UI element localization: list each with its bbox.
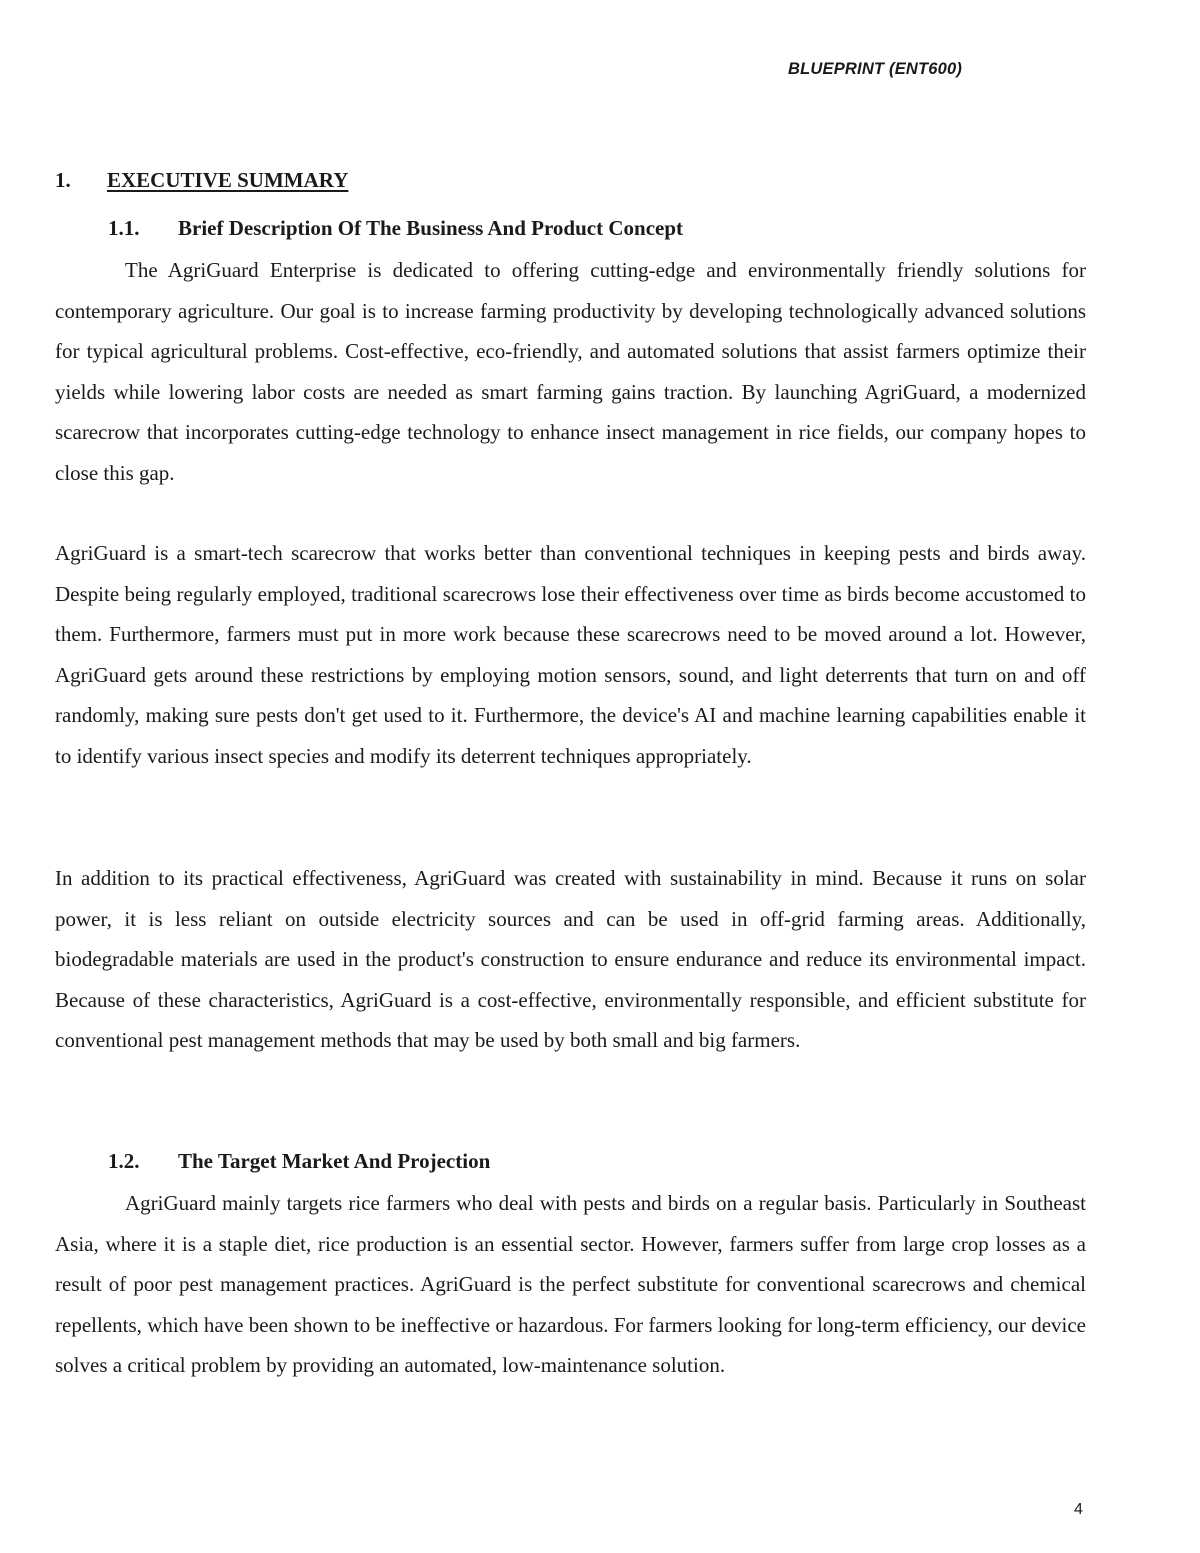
paragraph-product-description: AgriGuard is a smart-tech scarecrow that works better than conventional techniques in keeping pests and birds away. Despite being regularly employed, traditional scarecrows lose their effectiveness over time as birds become accustomed to them. Furthermore, farmers must put in more work because these scarecrows need to be moved around a lot. However, AgriGuard gets around these restrictions by employing motion sensors, sound, and light deterrents that turn on and off randomly, making sure pests don't get used to it. Furthermore, the device's AI and machine learning capabilities enable it to identify various insect species and modify its deterrent techniques appropriately. bbox=[55, 541, 1086, 768]
subsection-heading-target-market bbox=[108, 1149, 490, 1174]
subsection-number: 1.2. bbox=[108, 1149, 140, 1173]
paragraph-business-intro: The AgriGuard Enterprise is dedicated to offering cutting-edge and environmentally friendly solutions for contemporary agriculture. Our goal is to increase farming productivity by developing technologically advanced solutions for typical agricultural problems. Cost-effective, eco-friendly, and automated solutions that assist farmers optimize their yields while lowering labor costs are needed as smart farming gains traction. By launching AgriGuard, a modernized scarecrow that incorporates cutting-edge technology to enhance insect management in rice fields, our company hopes to close this gap. bbox=[55, 258, 1086, 485]
subsection-number: 1.1. bbox=[108, 216, 140, 240]
section-heading-executive-summary bbox=[55, 168, 348, 193]
section-title: EXECUTIVE SUMMARY bbox=[107, 168, 349, 192]
page-number: 4 bbox=[1074, 1501, 1083, 1518]
subsection-title: Brief Description Of The Business And Product Concept bbox=[178, 216, 684, 240]
paragraph-target-market: AgriGuard mainly targets rice farmers who deal with pests and birds on a regular basis. Particularly in Southeast Asia, where it is a staple diet, rice production is an essential sector. However, farmers suffer from large crop losses as a result of poor pest management practices. AgriGuard is the perfect substitute for conventional scarecrows and chemical repellents, which have been shown to be ineffective or hazardous. For farmers looking for long-term efficiency, our device solves a critical problem by providing an automated, low-maintenance solution. bbox=[55, 1191, 1086, 1378]
subsection-title: The Target Market And Projection bbox=[178, 1149, 491, 1173]
subsection-heading-business-concept bbox=[108, 216, 683, 241]
running-header: BLUEPRINT (ENT600) bbox=[788, 60, 963, 78]
paragraph-sustainability: In addition to its practical effectiveness, AgriGuard was created with sustainability in mind. Because it runs on solar power, it is less reliant on outside electricity sources and can be used in off-grid farming areas. Additionally, biodegradable materials are used in the product's construction to ensure endurance and reduce its environmental impact. Because of these characteristics, AgriGuard is a cost-effective, environmentally responsible, and efficient substitute for conventional pest management methods that may be used by both small and big farmers. bbox=[55, 866, 1086, 1053]
section-number: 1. bbox=[55, 168, 71, 192]
